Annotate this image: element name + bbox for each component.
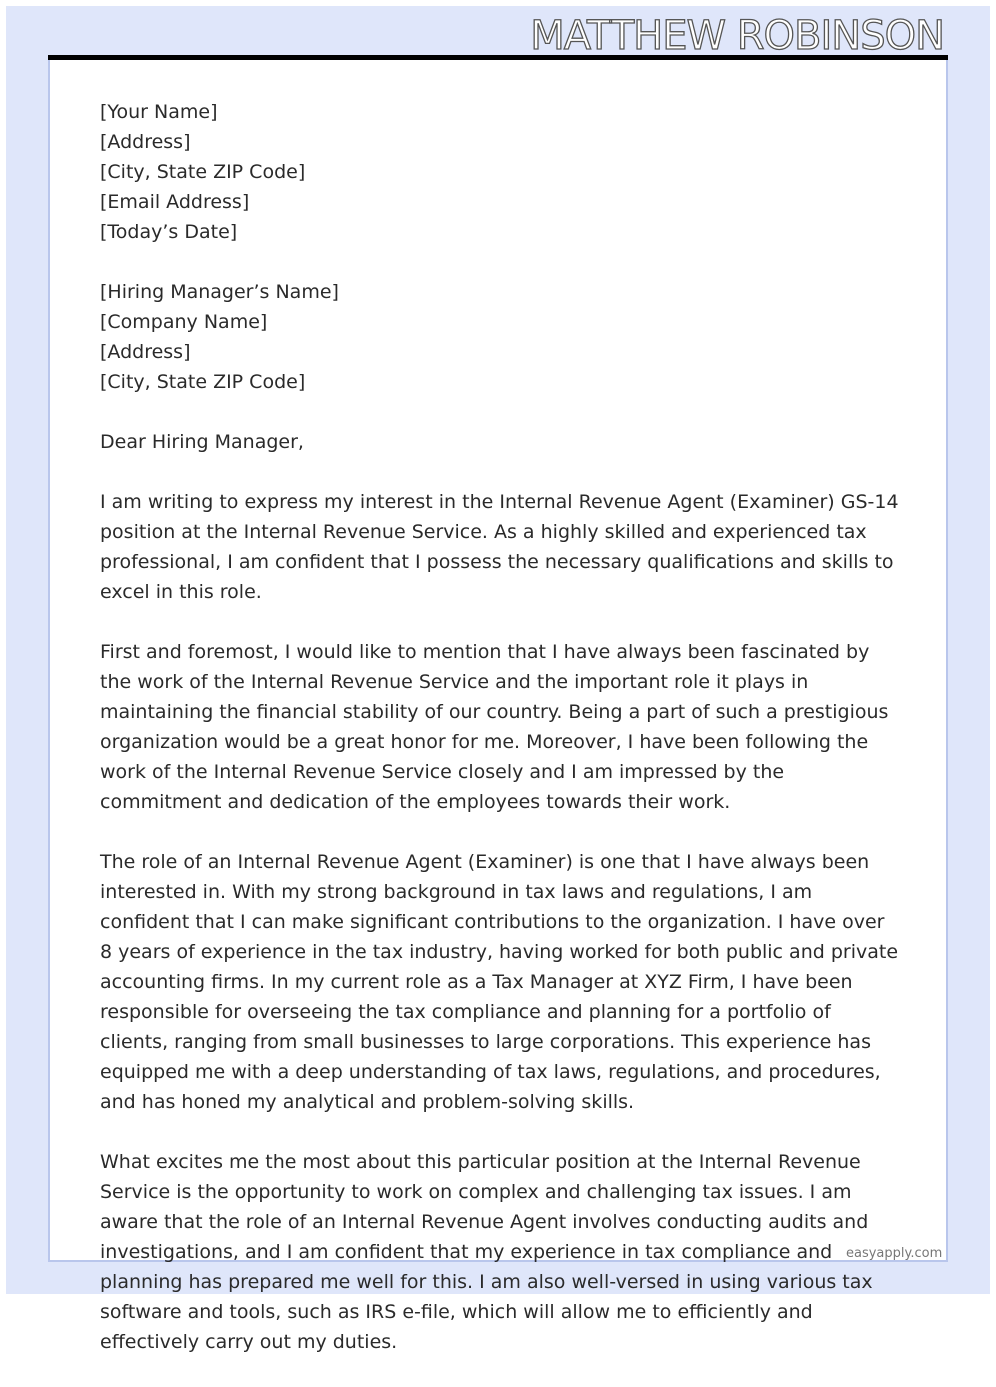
sender-address: [Address] <box>100 131 191 153</box>
sender-block <box>100 97 900 247</box>
salutation: Dear Hiring Manager, <box>100 431 304 453</box>
recipient-name: [Hiring Manager’s Name] <box>100 281 339 303</box>
recipient-city: [City, State ZIP Code] <box>100 371 306 393</box>
sender-city: [City, State ZIP Code] <box>100 161 306 183</box>
name-header: MATTHEW ROBINSON <box>530 13 944 59</box>
paragraph-experience: The role of an Internal Revenue Agent (Examiner) is one that I have always been interested in. With my strong background in tax laws and regulations, I am confident that I can make significant contributions to the organization. I have over 8 years of experience in the tax industry, having worked for both public and private accounting firms. In my current role as a Tax Manager at XYZ Firm, I have been responsible for overseeing the tax compliance and planning for a portfolio of clients, ranging from small businesses to large corporations. This experience has equipped me with a deep understanding of tax laws, regulations, and procedures, and has honed my analytical and problem-solving skills. <box>100 851 899 1113</box>
paragraph-interest: What excites me the most about this particular position at the Internal Revenue Service is the opportunity to work on complex and challenging tax issues. I am aware that the role of an Internal Revenue Agent involves conducting audits and investigations, and I am confident that my experience in tax compliance and planning has prepared me well for this. I am also well-versed in using various tax software and tools, such as IRS e-file, which will allow me to efficiently and effectively carry out my duties. <box>100 1151 873 1353</box>
recipient-company: [Company Name] <box>100 311 268 333</box>
sender-email: [Email Address] <box>100 191 250 213</box>
recipient-block <box>100 277 900 397</box>
paragraph-motivation: First and foremost, I would like to mention that I have always been fascinated by the work of the Internal Revenue Service and the important role it plays in maintaining the financial stability of our country. Being a part of such a prestigious organization would be a great honor for me. Moreover, I have been following the work of the Internal Revenue Service closely and I am impressed by the commitment and dedication of the employees towards their work. <box>100 641 889 813</box>
letter-date: [Today’s Date] <box>100 221 238 243</box>
sender-name: [Your Name] <box>100 101 218 123</box>
watermark: easyapply.com <box>846 1246 943 1261</box>
paragraph-intro: I am writing to express my interest in the Internal Revenue Agent (Examiner) GS-14 position at the Internal Revenue Service. As a highly skilled and experienced tax professional, I am confident that I possess the necessary qualifications and skills to excel in this role. <box>100 491 899 603</box>
letter-body <box>100 97 900 1387</box>
recipient-address: [Address] <box>100 341 191 363</box>
